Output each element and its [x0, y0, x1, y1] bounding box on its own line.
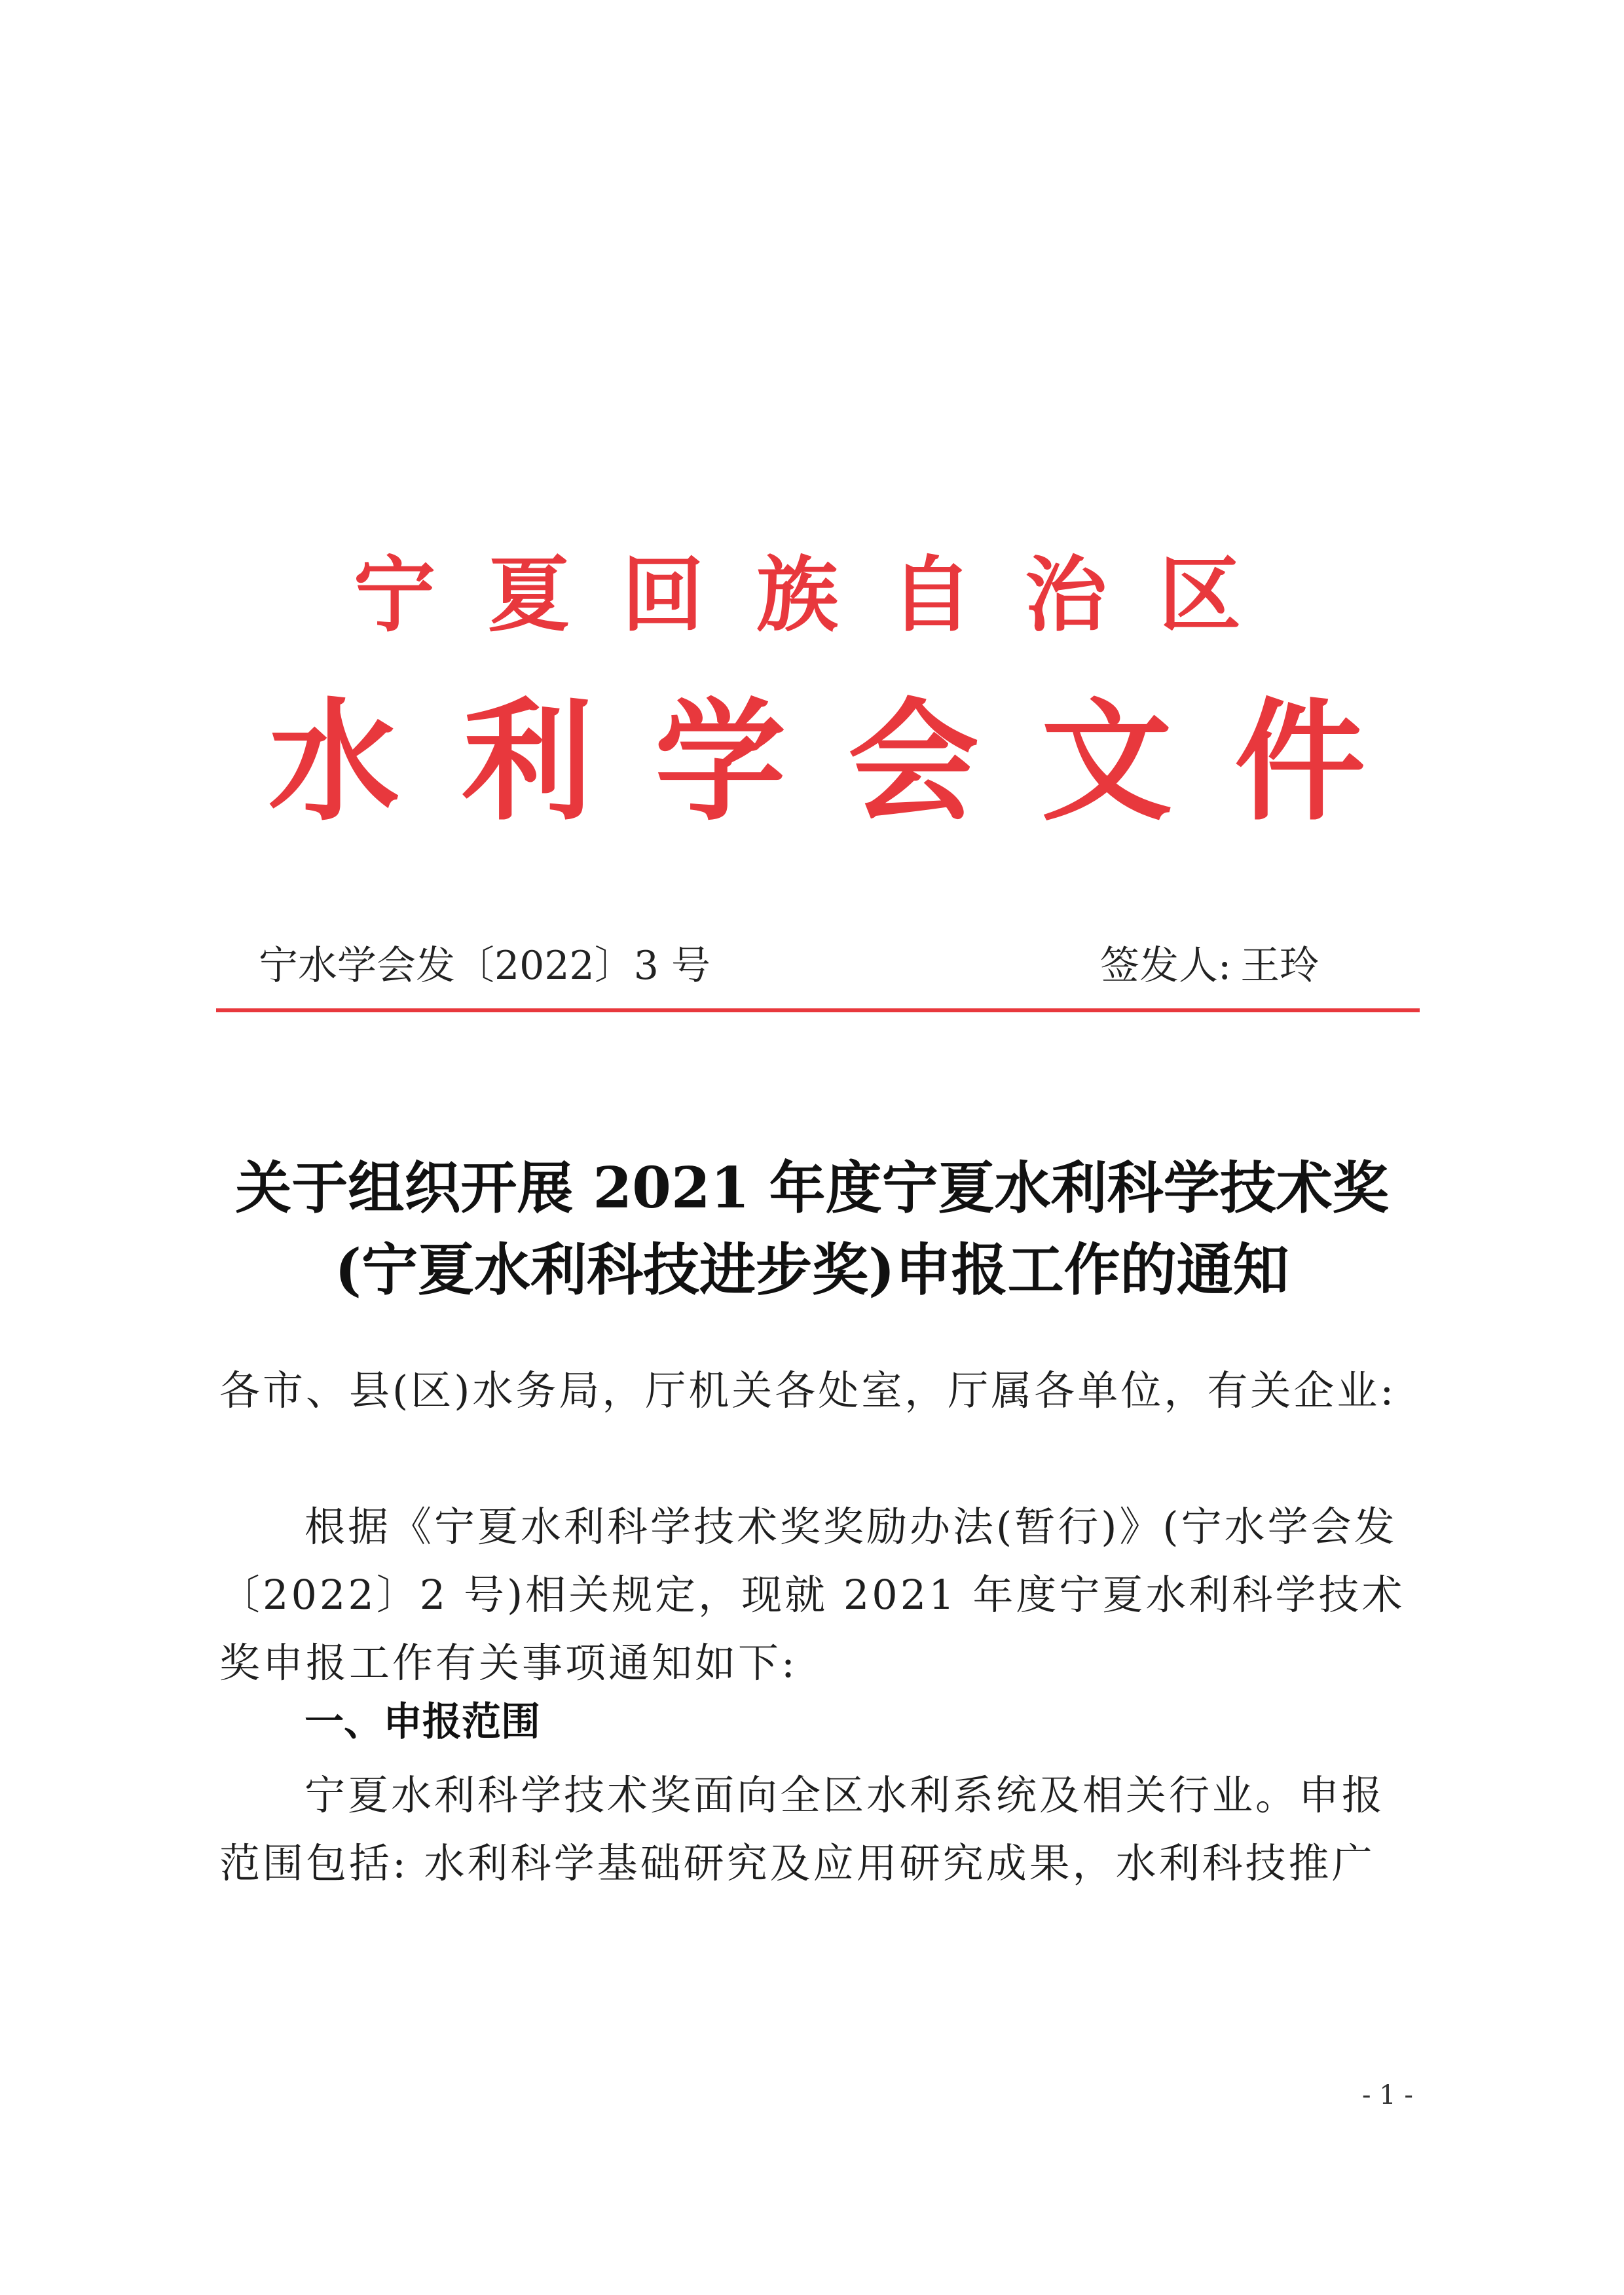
- red-divider-line: [216, 1008, 1420, 1012]
- page-number: - 1 -: [1362, 2080, 1413, 2110]
- issuer: [1100, 940, 1319, 992]
- issuer-name: 王玲: [1240, 943, 1320, 989]
- letterhead-region-title: 宁夏回族自治区: [354, 548, 1293, 643]
- issuer-label: 签发人:: [1100, 943, 1232, 989]
- section-1-paragraph: 宁夏水利科学技术奖面向全区水利系统及相关行业。申报范围包括: 水利科学基础研究及应用研究成果，水利科技推广: [219, 1771, 1386, 1887]
- notice-title-line-1: 关于组织开展 2021 年度宁夏水利科学技术奖: [235, 1155, 1389, 1221]
- intro-paragraph: 根据《宁夏水利科学技术奖奖励办法(暂行)》(宁水学会发〔2022〕2 号)相关规定，现就 2021 年度宁夏水利科学技术奖申报工作有关事项通知如下:: [219, 1503, 1405, 1687]
- section-1-heading: 一、申报范围: [304, 1699, 540, 1745]
- document-number: 宁水学会发〔2022〕3 号: [259, 943, 710, 989]
- letterhead-document-title: 水利学会文件: [268, 686, 1428, 839]
- notice-title-line-2: (宁夏水利科技进步奖)申报工作的通知: [335, 1237, 1289, 1303]
- salutation-paragraph: 各市、县(区)水务局，厅机关各处室，厅属各单位，有关企业:: [219, 1367, 1397, 1414]
